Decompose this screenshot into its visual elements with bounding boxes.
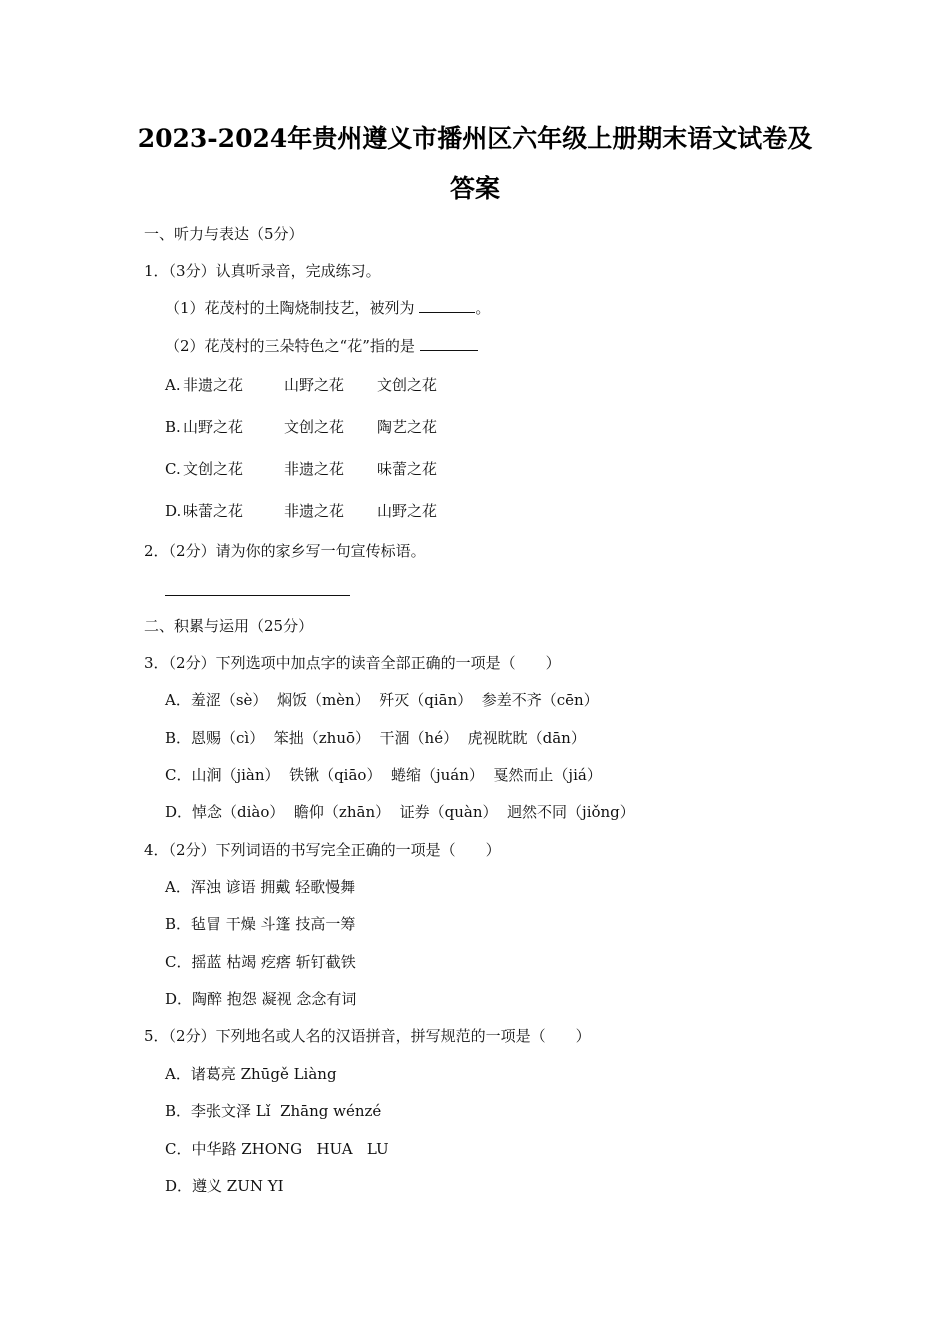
document-title-line2: 答案: [449, 174, 500, 203]
question-3-option-c[interactable]: C．山涧（jiàn） 铁锹（qiāo） 蜷缩（juán） 戛然而止（jiá）: [165, 766, 602, 784]
question-5-option-a[interactable]: A．诸葛亮 Zhūgě Liàng: [165, 1065, 337, 1083]
question-4-stem: 4．（2分）下列词语的书写完全正确的一项是（ ）: [144, 841, 501, 859]
section-heading-accumulation: 二、积累与运用（25分）: [144, 617, 314, 635]
question-3-option-d[interactable]: D．悼念（diào） 瞻仰（zhān） 证券（quàn） 迥然不同（jiǒng）: [165, 803, 635, 821]
fill-blank-2[interactable]: [420, 336, 478, 351]
option-item: 山野之花: [377, 502, 438, 520]
question-5-stem: 5．（2分）下列地名或人名的汉语拼音，拼写规范的一项是（ ）: [144, 1027, 591, 1045]
option-item: 陶艺之花: [377, 418, 438, 436]
sub1-text: （1）花茂村的土陶烧制技艺，被列为: [165, 299, 415, 317]
option-letter: B.: [165, 418, 181, 436]
question-5-option-c[interactable]: C．中华路 ZHONG HUA LU: [165, 1140, 389, 1158]
question-4-option-c[interactable]: C．摇蓝 枯竭 疙瘩 斩钉截铁: [165, 953, 356, 971]
question-4-option-a[interactable]: A．浑浊 谚语 拥戴 轻歌慢舞: [165, 878, 356, 896]
question-3-stem: 3．（2分）下列选项中加点字的读音全部正确的一项是（ ）: [144, 654, 561, 672]
option-item: 非遗之花: [284, 460, 345, 478]
option-item: 文创之花: [183, 460, 244, 478]
option-item: 山野之花: [183, 418, 244, 436]
sub2-text: （2）花茂村的三朵特色之“花”指的是: [165, 337, 415, 355]
question-1-sub2: [165, 336, 478, 356]
question-3-option-a[interactable]: A．羞涩（sè） 焖饭（mèn） 歼灭（qiān） 参差不齐（cēn）: [165, 691, 599, 709]
question-4-option-d[interactable]: D．陶醉 抱怨 凝视 念念有词: [165, 990, 357, 1008]
option-item: 文创之花: [377, 376, 438, 394]
fill-blank-1[interactable]: [419, 298, 475, 313]
question-2-stem: 2．（2分）请为你的家乡写一句宣传标语。: [144, 542, 426, 560]
option-letter: A.: [165, 376, 181, 394]
sub1-end: 。: [475, 299, 491, 317]
question-4-option-b[interactable]: B．毡冒 干燥 斗篷 技高一筹: [165, 915, 356, 933]
option-item: 味蕾之花: [377, 460, 438, 478]
option-item: 非遗之花: [284, 502, 345, 520]
section-heading-listening: 一、听力与表达（5分）: [144, 225, 304, 243]
option-letter: D.: [165, 502, 182, 520]
question-3-option-b[interactable]: B．恩赐（cì） 笨拙（zhuō） 干涸（hé） 虎视眈眈（dān）: [165, 729, 586, 747]
option-item: 非遗之花: [183, 376, 244, 394]
option-letter: C.: [165, 460, 181, 478]
question-5-option-b[interactable]: B．李张文泽 Lǐ Zhāng wénzé: [165, 1102, 382, 1120]
question-1-sub1: [165, 298, 490, 318]
question-1-stem: 1．（3分）认真听录音，完成练习。: [144, 262, 381, 280]
document-title-line1: 2023-2024年贵州遵义市播州区六年级上册期末语文试卷及: [137, 124, 813, 153]
option-item: 文创之花: [284, 418, 345, 436]
option-item: 味蕾之花: [183, 502, 244, 520]
question-5-option-d[interactable]: D．遵义 ZUN YI: [165, 1177, 284, 1195]
option-item: 山野之花: [284, 376, 345, 394]
answer-line-q2[interactable]: [165, 595, 350, 596]
